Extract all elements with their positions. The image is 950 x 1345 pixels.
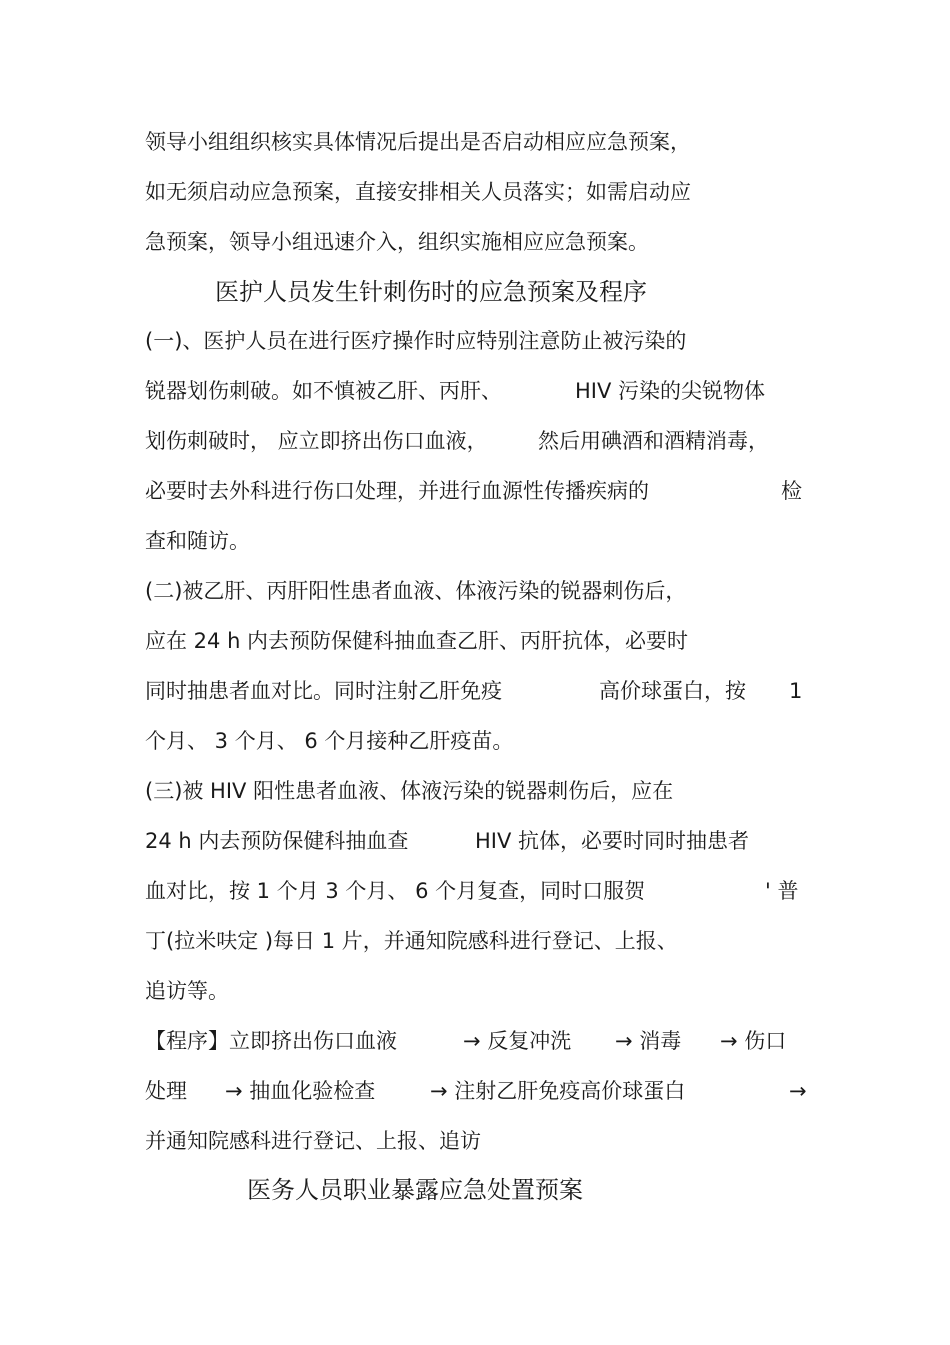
- paragraph-line: [145, 477, 805, 505]
- paragraph-line: 并通知院感科进行登记、上报、追访: [145, 1129, 481, 1153]
- paragraph-line: 急预案，领导小组迅速介入，组织实施相应应急预案。: [145, 230, 649, 254]
- text-segment: 处理: [145, 1079, 187, 1103]
- text-segment: HIV 污染的尖锐物体: [575, 379, 766, 403]
- text-segment: 然后用碘酒和酒精消毒，: [538, 429, 769, 453]
- paragraph-line: (三)被 HIV 阳性患者血液、体液污染的锐器刺伤后，应在: [145, 779, 674, 803]
- text-segment: HIV 抗体，必要时同时抽患者: [475, 829, 750, 853]
- text-segment: 1: [789, 679, 803, 703]
- paragraph-line: (二)被乙肝、丙肝阳性患者血液、体液污染的锐器刺伤后，: [145, 579, 687, 603]
- text-segment: 锐器划伤刺破。如不慎被乙肝、丙肝、: [145, 379, 502, 403]
- text-segment: 24 h 内去预防保健科抽血查: [145, 829, 409, 853]
- paragraph-line: [145, 377, 805, 405]
- text-segment: 血对比，按 1 个月 3 个月、 6 个月复查，同时口服贺: [145, 879, 646, 903]
- section-heading: 医务人员职业暴露应急处置预案: [247, 1176, 583, 1204]
- paragraph-line: 丁(拉米呋定 )每日 1 片，并通知院感科进行登记、上报、: [145, 929, 678, 953]
- paragraph-line: [145, 877, 805, 905]
- text-segment: ' 普: [765, 879, 799, 903]
- text-segment: 必要时去外科进行伤口处理，并进行血源性传播疾病的: [145, 479, 649, 503]
- text-segment: → 消毒: [615, 1029, 682, 1053]
- procedure-line: [145, 1027, 805, 1055]
- text-segment: 高价球蛋白，按: [599, 679, 746, 703]
- text-segment: → 抽血化验检查: [225, 1079, 376, 1103]
- text-segment: 同时抽患者血对比。同时注射乙肝免疫: [145, 679, 502, 703]
- text-segment: 划伤刺破时， 应立即挤出伤口血液，: [145, 429, 488, 453]
- paragraph-line: 追访等。: [145, 979, 229, 1003]
- text-segment: 检: [781, 479, 802, 503]
- paragraph-line: 查和随访。: [145, 529, 250, 553]
- text-segment: → 伤口: [720, 1029, 787, 1053]
- text-segment: 【程序】立即挤出伤口血液: [145, 1029, 397, 1053]
- paragraph-line: [145, 827, 805, 855]
- text-segment: → 反复冲洗: [463, 1029, 572, 1053]
- paragraph-line: (一)、医护人员在进行医疗操作时应特别注意防止被污染的: [145, 329, 687, 353]
- procedure-line: [145, 1077, 805, 1105]
- text-segment: →: [789, 1079, 807, 1103]
- paragraph-line: 应在 24 h 内去预防保健科抽血查乙肝、丙肝抗体，必要时: [145, 629, 689, 653]
- text-segment: → 注射乙肝免疫高价球蛋白: [430, 1079, 686, 1103]
- paragraph-line: 领导小组组织核实具体情况后提出是否启动相应应急预案，: [145, 130, 691, 154]
- section-heading: 医护人员发生针刺伤时的应急预案及程序: [215, 278, 647, 306]
- paragraph-line: [145, 677, 805, 705]
- paragraph-line: 如无须启动应急预案，直接安排相关人员落实；如需启动应: [145, 180, 691, 204]
- paragraph-line: 个月、 3 个月、 6 个月接种乙肝疫苗。: [145, 729, 514, 753]
- paragraph-line: [145, 427, 805, 455]
